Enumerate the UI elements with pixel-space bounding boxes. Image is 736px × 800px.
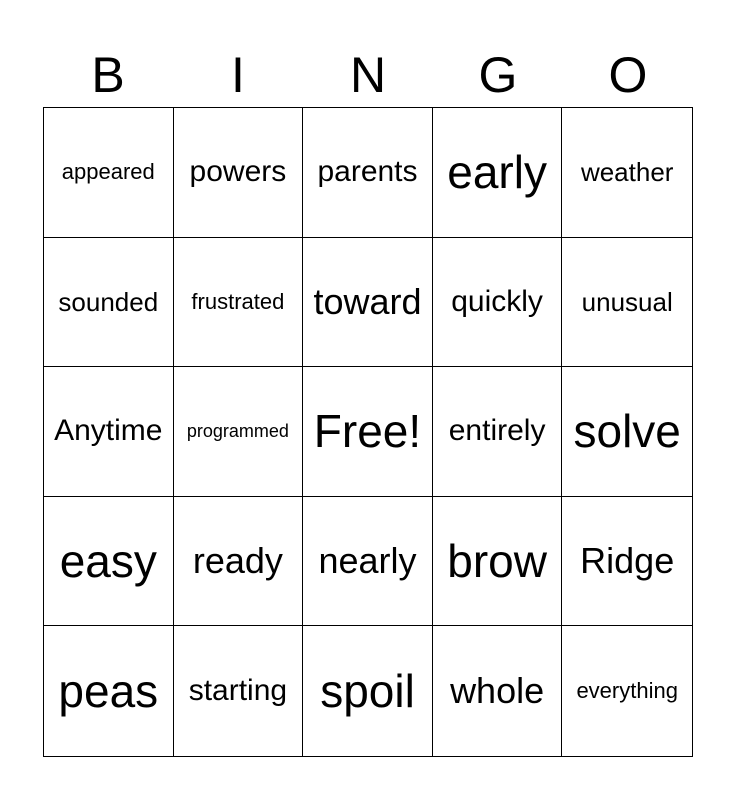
bingo-cell[interactable] — [44, 108, 174, 238]
bingo-cell[interactable] — [562, 238, 692, 368]
bingo-cell[interactable] — [44, 497, 174, 627]
cell-word: frustrated — [191, 288, 285, 314]
bingo-cell[interactable] — [433, 238, 563, 368]
bingo-cell[interactable] — [303, 626, 433, 756]
cell-word: entirely — [448, 414, 546, 448]
bingo-cell[interactable] — [433, 108, 563, 238]
cell-word: everything — [576, 678, 678, 704]
cell-word: spoil — [320, 665, 415, 718]
cell-word: brow — [447, 535, 547, 588]
cell-word: parents — [317, 155, 418, 189]
cell-word: nearly — [318, 540, 417, 582]
bingo-cell[interactable] — [174, 497, 304, 627]
bingo-cell[interactable] — [174, 238, 304, 368]
bingo-cell[interactable] — [44, 626, 174, 756]
bingo-cell[interactable] — [562, 497, 692, 627]
cell-word: unusual — [581, 286, 673, 317]
bingo-cell[interactable] — [433, 626, 563, 756]
header-letter-o: O — [608, 47, 648, 103]
free-space-label: Free! — [313, 405, 422, 458]
cell-word: powers — [189, 155, 287, 189]
cell-word: early — [447, 146, 547, 199]
bingo-cell[interactable] — [303, 108, 433, 238]
header-letter-g: G — [478, 47, 518, 103]
bingo-cell[interactable] — [174, 108, 304, 238]
cell-word: solve — [573, 405, 681, 458]
header-letter-n: N — [349, 47, 387, 103]
bingo-cell[interactable] — [562, 108, 692, 238]
bingo-header — [43, 42, 693, 108]
cell-word: appeared — [61, 159, 155, 185]
bingo-cell[interactable] — [44, 367, 174, 497]
cell-word: Anytime — [54, 414, 163, 448]
cell-word: ready — [192, 540, 283, 582]
cell-word: programmed — [186, 421, 289, 442]
cell-word: Ridge — [580, 540, 675, 582]
bingo-cell[interactable] — [303, 497, 433, 627]
bingo-cell[interactable] — [174, 367, 304, 497]
cell-word: quickly — [451, 284, 543, 318]
header-letter-i: I — [231, 47, 245, 103]
cell-word: weather — [580, 157, 674, 188]
bingo-cell[interactable] — [433, 367, 563, 497]
bingo-cell[interactable] — [562, 367, 692, 497]
cell-word: easy — [59, 535, 157, 588]
bingo-cell[interactable] — [433, 497, 563, 627]
free-space-cell[interactable] — [303, 367, 433, 497]
bingo-cell[interactable] — [174, 626, 304, 756]
cell-word: whole — [450, 670, 545, 712]
cell-word: peas — [58, 665, 159, 718]
cell-word: toward — [313, 280, 422, 322]
bingo-board — [43, 107, 693, 757]
bingo-cell[interactable] — [562, 626, 692, 756]
header-letter-b: B — [91, 47, 125, 103]
cell-word: starting — [188, 674, 288, 708]
bingo-cell[interactable] — [44, 238, 174, 368]
bingo-cell[interactable] — [303, 238, 433, 368]
cell-word: sounded — [58, 286, 159, 317]
